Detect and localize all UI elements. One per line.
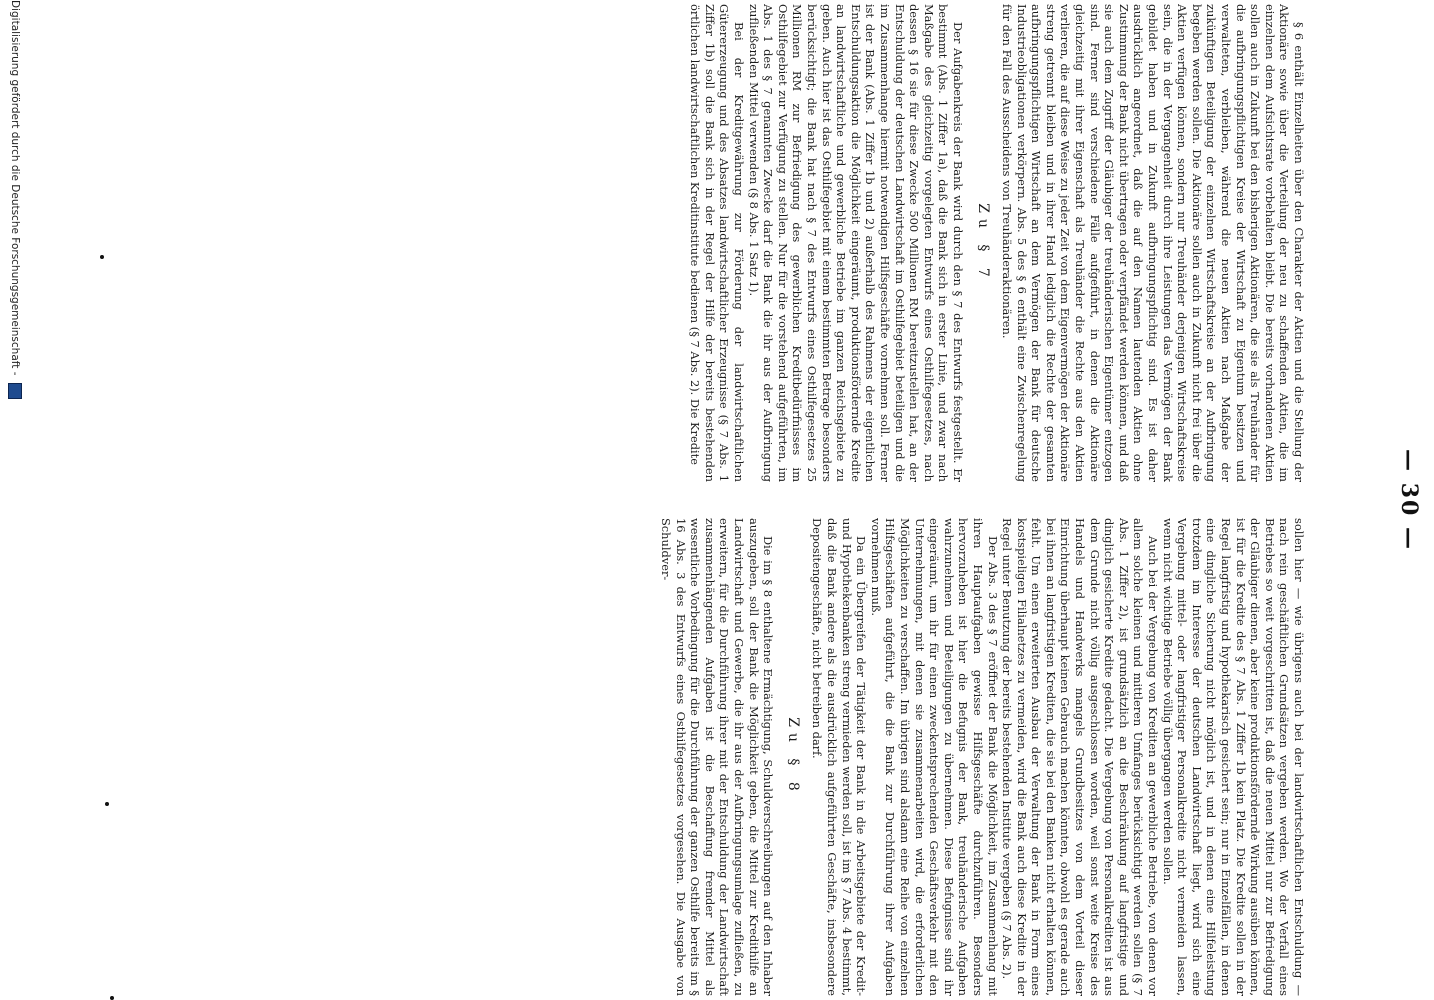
paragraph-commercial-credit: Auch bei der Vergebung von Krediten an gewerbliche Betriebe, von denen vor allem solche kleinen und mittleren Umfanges berücksichtigt werden sollen (§ 7 Abs. 1 Ziffer 2), ist grundsätzlich an die Beschränkung auf langfristige und dinglich gesicherte Kredite gedacht. Die Vergebung von Personalkrediten ist aus dem Grunde nicht völlig ausgeschlossen worden, weil sonst weite Kreise des Handels und Handwerks mangels Grundbesitzes von dem Vorteil dieser Einrichtung überhaupt keinen Gebrauch machen könnten, obwohl es gerade auch bei ihnen an langfristigen Krediten, die sie bei den Banken nicht erhalten können, fehlt. Um einen erweiterten Ausbau der Verwaltung der Bank in Form eines kostspieligen Filialnetzes zu vermeiden, wird die Bank auch diese Kredite in der Regel unter Benutzung der bereits bestehenden Institute vergeben (§ 7 Abs. 2). bbox=[1000, 518, 1161, 996]
paragraph-restrictions: Da ein Übergreifen der Tätigkeit der Bank in die Arbeitsgebiete der Kredit- und Hypothekenbanken streng vermieden werden soll, ist im § 7 Abs. 4 bestimmt, daß die Bank andere als die ausdrücklich aufgeführten Geschäfte, insbesondere Depositengeschäfte, nicht betreiben darf. bbox=[810, 518, 869, 996]
left-column bbox=[146, 4, 1306, 482]
paragraph-section-6: § 6 enthält Einzelheiten über den Charakter der Aktien und die Stellung der Aktionäre sowie über die Verteilung der neu zu schaffenden Aktien, die im einzelnen dem Aufsichtsrate vorbehalten bleibt. Die bereits vorhandenen Aktien sollen auch in Zukunft bei den bisherigen Aktionären, die sie als Treuhänder für die aufbringungspflichtigen Kreise der Wirtschaft zu Eigentum besitzen und verwalteten, verbleiben, während die neuen Aktien nach Maßgabe der zukünftigen Beteiligung der einzelnen Wirtschaftskreise an der Aufbringung begeben werden sollen. Die Aktionäre sollen auch in Zukunft nicht frei über die Aktien verfügen können, sondern nur Treuhänder derjenigen Wirtschaftskreise sein, die in der Vergangenheit durch ihre Leistungen das Vermögen der Bank gebildet haben und in Zukunft aufbringungspflichtig sind. Es ist daher ausdrücklich angeordnet, daß die auf den Namen lautenden Aktien ohne Zustimmung der Bank nicht übertragen oder verpfändet werden können, und daß sie auch dem Zugriff der Gläubiger der treuhänderischen Eigentümer entzogen sind. Ferner sind verschiedene Fälle aufgeführt, in denen die Aktionäre gleichzeitig mit ihrer Eigenschaft als Treuhänder die Rechte aus den Aktien verlieren, die auf diese Weise zu jeder Zeit von dem Eigenvermögen der Aktionäre streng getrennt bleiben und in ihrer Hand lediglich die Rechte der gesamten aufbringungspflichtigen Wirtschaft an dem Vermögen der Bank für deutsche Industrieobligationen verkörpern. Abs. 5 des § 6 enthält eine Zwischenregelung für den Fall des Ausscheidens von Treuhänderaktionären. bbox=[1000, 4, 1306, 482]
footer-text: Digitalisierung gefördert durch die Deutsche Forschungsgemeinschaft - bbox=[9, 0, 21, 376]
heading-zu-8: Zu § 8 bbox=[784, 717, 801, 797]
dfg-logo-icon bbox=[8, 383, 22, 399]
paragraph-section-7-credit: Bei der Kreditgewährung zur Förderung der landwirtschaftlichen Gütererzeugung und des Absatzes landwirtschaftlicher Erzeugnisse (§ 7 Abs. 1 Ziffer 1b) soll die Bank sich in der Regel der Hilfe der bereits bestehenden örtlichen landwirtschaftlichen Kreditinstitute bedienen (§ 7 Abs. 2). Die Kredite bbox=[688, 4, 747, 482]
paragraph-section-7-tasks: Der Aufgabenkreis der Bank wird durch den § 7 des Entwurfs festgestellt. Er bestimmt (Abs. 1 Ziffer 1a), daß die Bank sich in erster Linie, und zwar nach Maßgabe des gleichzeitig vorgelegten Entwurfs eines Osthilfegesetzes, nach dessen § 16 sie für diese Zwecke 500 Millionen RM bereitzustellen hat, an der Entschuldung der deutschen Landwirtschaft im Osthilfegebiet beteiligen und die im Zusammenhange hiermit notwendigen Hilfsgeschäfte vornehmen soll. Ferner ist der Bank (Abs. 1 Ziffer 1b und 2) außerhalb des Rahmens der eigentlichen Entschuldungsaktion die Möglichkeit eingeräumt, produktionsfördernde Kredite an landwirtschaftliche und gewerbliche Betriebe im ganzen Reichsgebiete zu geben. Auch hier ist das Osthilfegebiet mit einem bestimmten Betrage besonders berücksichtigt; die Bank hat nach § 7 des Entwurfs eines Osthilfegesetzes 25 Millionen RM zur Befriedigung des gewerblichen Kreditbedürfnisses im Osthilfegebiet zur Verfügung zu stellen. Nur für die vorstehend aufgeführten, im Abs. 1 des § 7 genannten Zwecke darf die Bank die ihr aus der Aufbringung zufließenden Mittel verwenden (§ 8 Abs. 1 Satz 1). bbox=[746, 4, 965, 482]
page-number: — 30 — bbox=[1396, 449, 1422, 551]
digitization-footer bbox=[8, 0, 22, 1000]
scan-speck bbox=[110, 996, 114, 1000]
paragraph-auxiliary-business: Der Abs. 3 des § 7 eröffnet der Bank die Möglichkeit, im Zusammenhang mit ihren Hauptaufgaben gewisse Hilfsgeschäfte durchzuführen. Besonders hervorzuheben ist hier die Befugnis der Bank, treuhänderische Aufgaben wahrzunehmen und Beteiligungen zu übernehmen. Diese Befugnisse sind ihr eingeräumt, um ihr für einen zweckentsprechenden Geschäftsverkehr mit den Unternehmungen, mit denen sie zusammenarbeiten wird, die erforderlichen Möglichkeiten zu verschaffen. Im übrigen sind alsdann eine Reihe von einzelnen Hilfsgeschäften aufgeführt, die die Bank zur Durchführung ihrer Aufgaben vornehmen muß. bbox=[868, 518, 1000, 996]
scan-speck bbox=[100, 255, 104, 259]
right-column bbox=[146, 518, 1306, 996]
paragraph-section-8: Die im § 8 enthaltene Ermächtigung, Schuldverschreibungen auf den Inhaber auszugeben, soll der Bank die Möglichkeit geben, die Mittel zur Kredithilfe an Landwirtschaft und Gewerbe, die ihr aus der Aufbringungsumlage zufließen, zu erweitern, für die Durchführung ihrer mit der Entschuldung der Landwirtschaft zusammenhängenden Aufgaben ist die Beschaffung fremder Mittel als wesentliche Vorbedingung für die Durchführung der ganzen Osthilfe bereits im § 16 Abs. 3 des Entwurfs eines Osthilfegesetzes vorgesehen. Die Ausgabe von Schuldver- bbox=[659, 518, 776, 996]
paragraph-continuation: sollen hier — wie übrigens auch bei der landwirtschaftlichen Entschuldung — nach rein geschäftlichen Grundsätzen vergeben werden. Wo der Verfall eines Betriebes so weit vorgeschritten ist, daß die neuen Mittel nur zur Befriedigung der Gläubiger dienen, aber keine produktionsfördernde Wirkung ausüben können, ist für die Kredite des § 7 Abs. 1 Ziffer 1b kein Platz. Die Kredite sollen in der Regel langfristig und hypothekarisch gesichert sein; nur in Einzelfällen, in denen eine dingliche Sicherung nicht möglich ist, und in denen eine Hilfeleistung trotzdem im Interesse der deutschen Landwirtschaft liegt, wird sich eine Vergebung mittel- oder langfristiger Personalkredite nicht vermeiden lassen, wenn nicht wichtige Betriebe völlig übergangen werden sollen. bbox=[1160, 518, 1306, 996]
scan-speck bbox=[105, 802, 109, 806]
heading-zu-7: Zu § 7 bbox=[974, 203, 991, 283]
